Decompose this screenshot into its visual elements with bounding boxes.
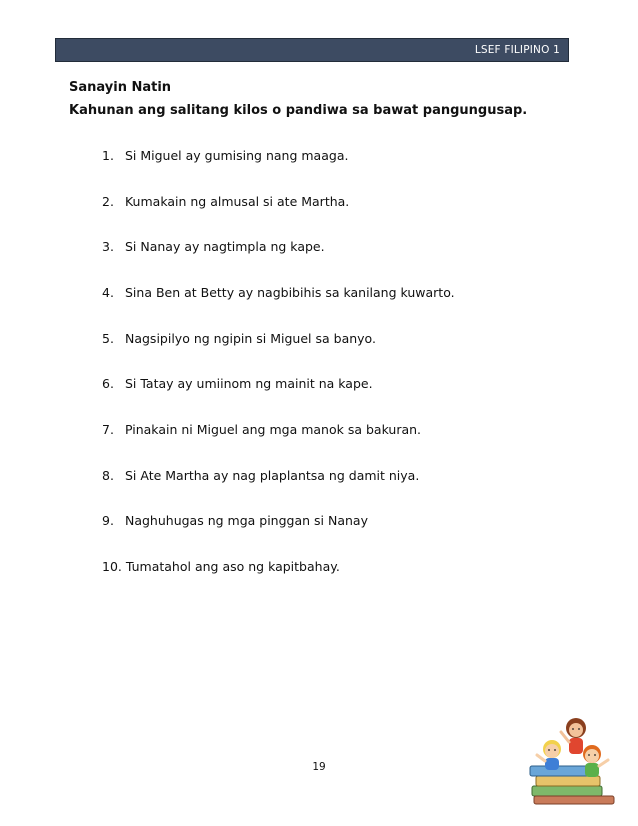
list-item	[102, 422, 421, 437]
list-item	[102, 513, 368, 528]
list-item	[102, 376, 373, 391]
list-item	[102, 194, 349, 209]
item-number: 1.	[102, 148, 114, 163]
list-item	[102, 239, 325, 254]
children-reading-books-illustration	[528, 716, 624, 806]
item-text: Si Miguel ay gumising nang maaga.	[124, 148, 349, 163]
page-number: 19	[312, 761, 326, 773]
item-number: 2.	[102, 194, 114, 209]
header-label: LSEF FILIPINO 1	[474, 44, 560, 56]
item-number: 9.	[102, 513, 114, 528]
list-item	[102, 468, 419, 483]
item-text: Tumatahol ang aso ng kapitbahay.	[125, 559, 340, 574]
item-number: 7.	[102, 422, 114, 437]
item-number: 3.	[102, 239, 114, 254]
item-text: Naghuhugas ng mga pinggan si Nanay	[124, 513, 368, 528]
item-text: Kumakain ng almusal si ate Martha.	[124, 194, 350, 209]
item-text: Si Tatay ay umiinom ng mainit na kape.	[124, 376, 373, 391]
item-number: 6.	[102, 376, 114, 391]
item-text: Pinakain ni Miguel ang mga manok sa bakuran.	[124, 422, 422, 437]
list-item	[102, 331, 376, 346]
section-title: Sanayin Natin	[69, 80, 172, 95]
list-item	[102, 285, 455, 300]
item-number: 4.	[102, 285, 114, 300]
list-item	[102, 148, 348, 163]
item-text: Si Ate Martha ay nag plaplantsa ng damit niya.	[124, 468, 420, 483]
item-text: Nagsipilyo ng ngipin si Miguel sa banyo.	[124, 331, 376, 346]
item-number: 5.	[102, 331, 114, 346]
item-text: Sina Ben at Betty ay nagbibihis sa kanilang kuwarto.	[124, 285, 455, 300]
instruction-text: Kahunan ang salitang kilos o pandiwa sa bawat pangungusap.	[69, 103, 528, 118]
item-number: 10.	[102, 559, 122, 574]
item-text: Si Nanay ay nagtimpla ng kape.	[124, 239, 325, 254]
item-number: 8.	[102, 468, 114, 483]
header-bar	[55, 38, 569, 62]
list-item	[102, 559, 340, 574]
